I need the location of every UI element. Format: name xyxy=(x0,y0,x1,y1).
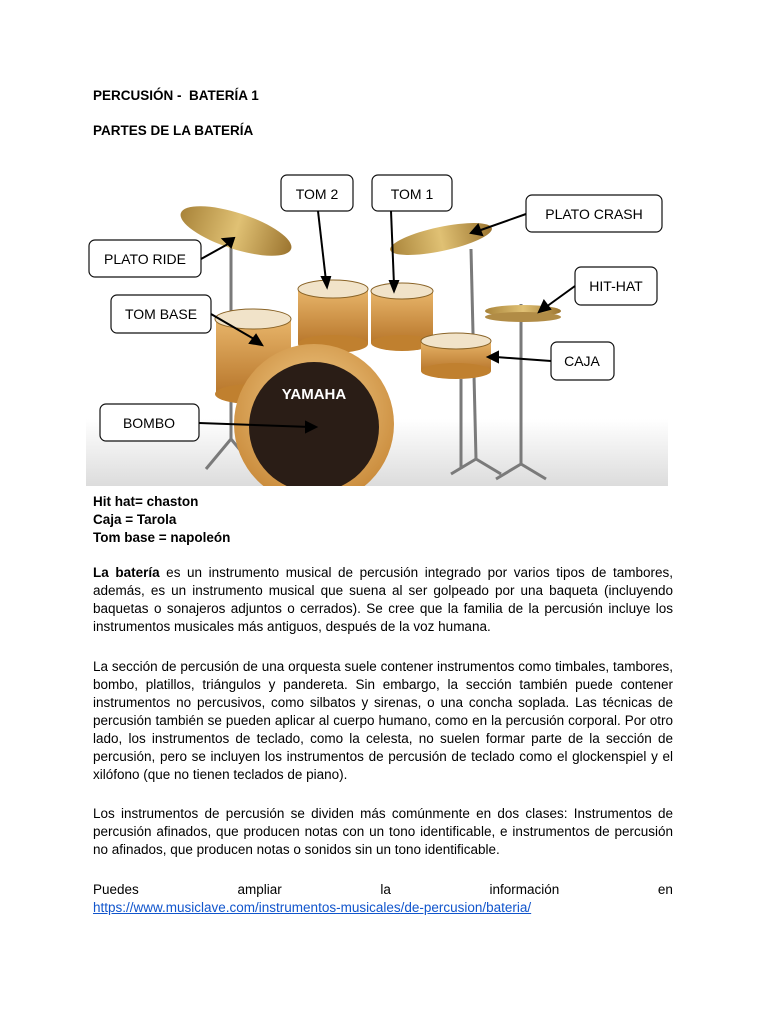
more-info-word: Puedes xyxy=(93,882,139,897)
equivalence-item: Hit hat= chaston xyxy=(93,494,199,509)
tom-base-label: TOM BASE xyxy=(124,306,198,322)
more-info-word: en xyxy=(657,882,673,897)
paragraph-intro xyxy=(93,564,673,636)
hihat-bottom xyxy=(485,312,561,322)
caja-label: CAJA xyxy=(564,353,600,369)
paragraph-text: es un instrumento musical de percusión integrado por varios tipos de tambores, además, es un instrumento musical que suena al ser golpeado por una baqueta (incluyendo baquetas o sonajeros adjuntos o cerrados). Se cree que la familia de la percusión incluye los instrumentos musicales más antiguos, después de la voz humana. xyxy=(93,565,673,634)
plato-ride-label: PLATO RIDE xyxy=(104,251,186,267)
more-info-word: la xyxy=(380,882,391,897)
equivalences-list xyxy=(93,493,230,547)
equivalence-item: Tom base = napoleón xyxy=(93,530,231,545)
brand-logo: YAMAHA xyxy=(281,386,347,403)
more-info-word: información xyxy=(489,882,560,897)
more-info-line xyxy=(93,881,673,899)
more-info xyxy=(93,881,673,917)
snare-drum xyxy=(421,333,491,379)
tom1-label: TOM 1 xyxy=(390,186,434,202)
equivalence-item: Caja = Tarola xyxy=(93,512,177,527)
paragraph-classes: Los instrumentos de percusión se dividen más comúnmente en dos clases: Instrumentos de percusión afinados, que producen notas con un tono identificable, e instrumentos de percusión no afinados, que producen notas o sonidos sin un tono identificable. xyxy=(93,806,673,857)
more-info-word: ampliar xyxy=(237,882,282,897)
document-title: PERCUSIÓN - BATERÍA 1 xyxy=(93,88,259,103)
drum-kit-diagram xyxy=(86,169,668,486)
bold-lead: La batería xyxy=(93,565,160,580)
plato-crash-label: PLATO CRASH xyxy=(545,206,643,222)
tom2-drum xyxy=(298,280,368,353)
hit-hat-label: HIT-HAT xyxy=(589,278,643,294)
tom2-label: TOM 2 xyxy=(295,186,339,202)
section-heading: PARTES DE LA BATERÍA xyxy=(93,123,254,138)
bombo-label: BOMBO xyxy=(122,415,176,431)
paragraph-orchestra: La sección de percusión de una orquesta suele contener instrumentos como timbales, tambores, bombo, platillos, triángulos y pandereta. Sin embargo, la sección también puede contener instrumentos no percusivos, como silbatos y sirenas, o una concha soplada. Las técnicas de percusión también se pueden aplicar al cuerpo humano, como en la percusión corporal. Por otro lado, los instrumentos de teclado, como la celesta, no suelen formar parte de la sección de percusión, pero se incluyen los instrumentos de percusión de teclado como el glockenspiel y el xilófono (que no tienen teclados de piano). xyxy=(93,659,673,782)
reference-link[interactable]: https://www.musiclave.com/instrumentos-musicales/de-percusion/bateria/ xyxy=(93,900,532,915)
